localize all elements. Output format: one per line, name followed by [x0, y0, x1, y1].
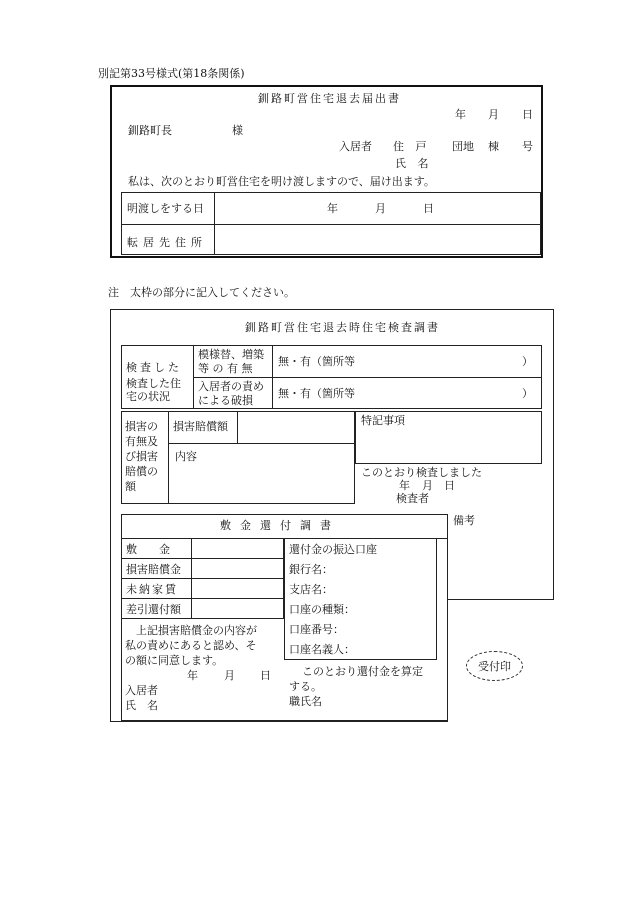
account-holder-label: 口座名義人： — [289, 643, 355, 656]
calc-text-2: する。 — [289, 680, 322, 693]
damage-compensation-label: 損害賠償金 — [126, 563, 181, 576]
move-out-year: 年 — [327, 202, 338, 215]
calc-text-1: このとおり還付金を算定 — [302, 665, 423, 678]
receipt-stamp — [466, 651, 523, 681]
consent-month: 月 — [224, 669, 235, 682]
damage-row-divider — [168, 443, 355, 444]
branch-name-label: 支店名： — [289, 583, 333, 596]
account-number-label: 口座番号： — [289, 623, 344, 636]
move-out-day: 日 — [423, 202, 434, 215]
inspected-day: 日 — [444, 479, 455, 492]
inspected-statement: このとおり検査しました — [361, 466, 482, 479]
status-label-line1: 検査した — [126, 361, 182, 374]
address-number: 号 — [522, 140, 533, 153]
damage-amount-label: 損害賠償額 — [173, 420, 228, 433]
status-label: 検査した住宅の状況 — [126, 377, 181, 403]
damage-amount-col — [237, 411, 238, 443]
deposit-row-3 — [121, 598, 284, 599]
bank-account-heading: 還付金の振込口座 — [289, 543, 377, 556]
move-out-date-label: 明渡しをする日 — [127, 202, 204, 215]
unpaid-rent-label: 未納家賃 — [126, 583, 178, 596]
remarks-label: 備考 — [453, 514, 475, 527]
inspection-bottom-border — [110, 721, 448, 722]
status-row-divider — [193, 377, 542, 378]
new-address-label: 転居先住所 — [127, 236, 207, 249]
damage-label-1: 入居者の責め — [198, 380, 264, 393]
account-type-label: 口座の種類： — [289, 603, 355, 616]
consent-tenant-label: 入居者 — [125, 684, 158, 697]
bank-name-label: 銀行名： — [289, 563, 333, 576]
consent-day: 日 — [260, 669, 271, 682]
special-notes-label: 特記事項 — [361, 414, 405, 427]
address-label: 住 戸 — [393, 140, 431, 153]
address-danchi: 団地 — [452, 140, 474, 153]
consent-text-3: の額に同意します。 — [125, 654, 224, 667]
statement: 私は、次のとおり町営住宅を明け渡しますので、届け出ます。 — [128, 175, 435, 188]
move-out-month: 月 — [375, 202, 386, 215]
notice-date-year: 年 — [455, 108, 466, 121]
damage-close: ） — [522, 387, 533, 400]
net-refund-label: 差引還付額 — [126, 603, 181, 616]
inspected-month: 月 — [422, 479, 433, 492]
inspected-year: 年 — [399, 479, 410, 492]
inspection-left-border — [110, 309, 111, 721]
deposit-row-1 — [121, 558, 284, 559]
official-label: 職氏名 — [289, 695, 322, 708]
form-number: 別記第33号様式(第18条関係) — [98, 67, 245, 80]
notice-title: 釧路町営住宅退去届出書 — [258, 92, 401, 105]
addressee: 釧路町長 — [128, 124, 172, 137]
remarks-bottom-border — [448, 599, 554, 600]
inspector-label: 検査者 — [396, 492, 429, 505]
alteration-close: ） — [522, 355, 533, 368]
deposit-row-label: 敷 金 — [126, 543, 170, 556]
receipt-stamp-label: 受付印 — [478, 660, 511, 673]
alteration-value: 無・有（箇所等 — [278, 355, 355, 368]
deposit-title: 敷金還付調書 — [220, 519, 340, 532]
notice-date-month: 月 — [488, 108, 499, 121]
name-label: 氏 名 — [395, 157, 433, 170]
damage-label-2: による破損 — [198, 394, 253, 407]
bank-account-table — [284, 538, 437, 660]
consent-text-2: 私の責めにあると認め、そ — [125, 639, 257, 652]
consent-name-label: 氏 名 — [125, 699, 158, 712]
honorific: 様 — [232, 124, 243, 137]
note: 注 太枠の部分に記入してください。 — [108, 286, 295, 299]
inspection-top-border — [110, 309, 553, 310]
damage-section-label: 損害の有無及び損害賠償の額 — [125, 420, 158, 493]
address-building: 棟 — [488, 140, 499, 153]
inspection-title: 釧路町営住宅退去時住宅検査調書 — [245, 321, 440, 334]
notice-table-divider — [121, 224, 541, 225]
consent-year: 年 — [187, 669, 198, 682]
deposit-row-2 — [121, 578, 284, 579]
content-label: 内容 — [175, 450, 197, 463]
alteration-label-2: 等 の 有 無 — [198, 362, 253, 375]
notice-table-column — [214, 192, 215, 255]
damage-value: 無・有（箇所等 — [278, 387, 355, 400]
tenant-label: 入居者 — [339, 140, 372, 153]
inspection-right-border — [553, 309, 554, 599]
consent-text-1: 上記損害賠償金の内容が — [136, 624, 257, 637]
alteration-label-1: 模様替、増築 — [198, 348, 264, 361]
notice-date-day: 日 — [522, 108, 533, 121]
damage-col — [168, 411, 169, 504]
